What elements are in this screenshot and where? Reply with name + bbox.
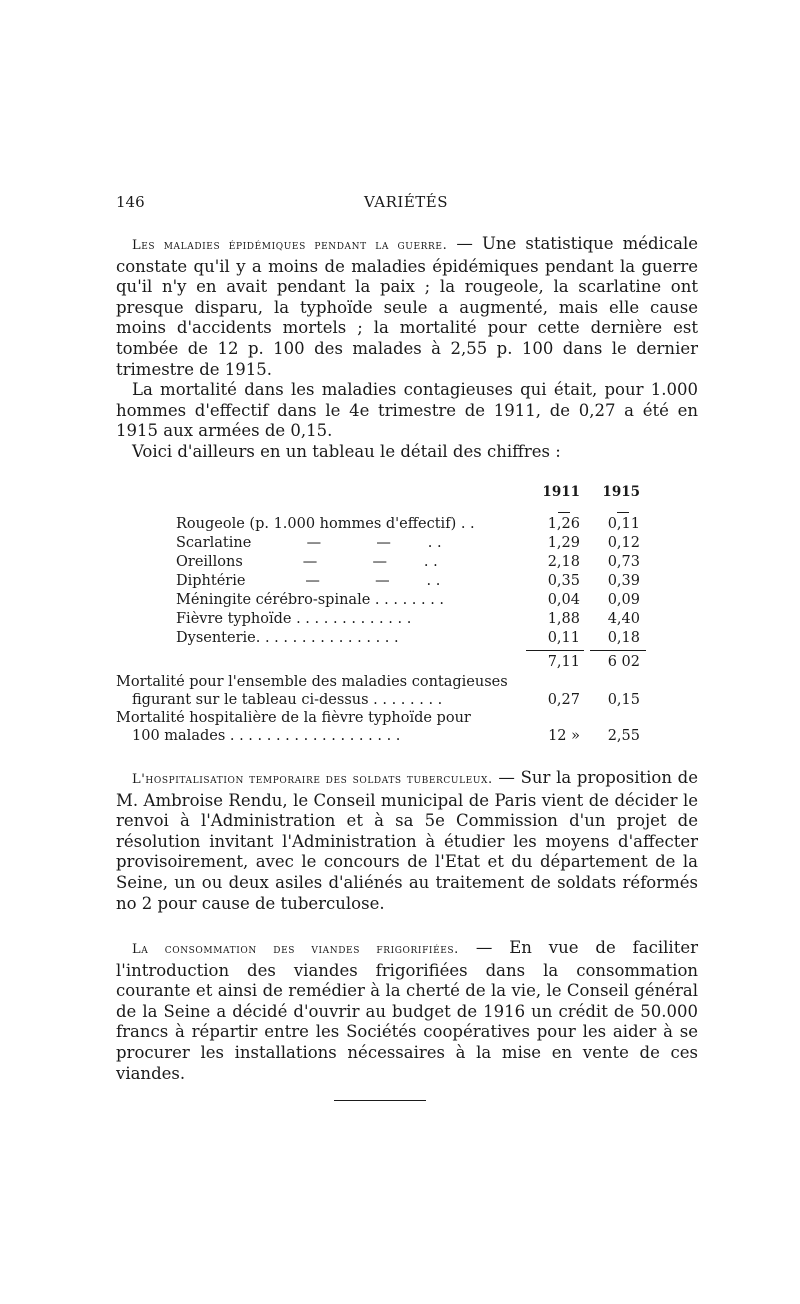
section-epidemic-diseases	[116, 234, 698, 463]
row-value-1915: 0,11	[607, 516, 640, 532]
table-row	[116, 535, 698, 553]
section3-text: — En vue de faciliter l'introduction des viandes frigorifiées dans la consommation courante et ainsi de remédier à la cherté de la vie, le Conseil général de la Seine a décidé d'ouvrir au budget de 1916 un crédit de 50.000 francs à répartir entre les Sociétés coopératives pour les aider à se procurer les installations nécessaires à la mise en vente de ces viandes.	[116, 938, 698, 1083]
section2-title: L'hospitalisation temporaire des soldats tuberculeux.	[132, 772, 493, 787]
row-value-1915: 4,40	[607, 611, 640, 627]
mortality-contagious-1911: 0,27	[547, 692, 580, 708]
table-row	[116, 554, 698, 572]
row-label: Diphtérie — — . .	[176, 573, 441, 589]
section1-title: Les maladies épidémiques pendant la guerre.	[132, 238, 448, 253]
total-row	[116, 654, 698, 672]
mortality-typhoid-row-1	[116, 710, 698, 728]
mortality-contagious-label-1: Mortalité pour l'ensemble des maladies contagieuses	[116, 674, 508, 690]
row-value-1911: 2,18	[547, 554, 580, 570]
column-dash-1911	[558, 512, 570, 513]
row-value-1911: 0,11	[547, 630, 580, 646]
section3-title: La consommation des viandes frigorifiées.	[132, 942, 459, 957]
section2-paragraph	[116, 768, 698, 914]
total-rule-1915	[590, 650, 646, 651]
row-label: Dysenterie. . . . . . . . . . . . . . . .	[176, 630, 399, 646]
section1-para3: Voici d'ailleurs en un tableau le détail des chiffres :	[132, 441, 561, 461]
column-header-1911: 1911	[542, 484, 580, 500]
total-1911: 7,11	[547, 654, 580, 670]
column-header-1915: 1915	[602, 484, 640, 500]
section2-text: — Sur la proposition de M. Ambroise Rendu, le Conseil municipal de Paris vient de décider le renvoi à l'Administration et à sa 5e Commission d'un projet de résolution invitant l'Administration à étudier les moyens d'affecter provisoirement, avec le concours de l'Etat et du département de la Seine, un ou deux asiles d'aliénés au traitement de soldats réformés no 2 pour cause de tuberculose.	[116, 768, 698, 913]
row-value-1911: 1,26	[547, 516, 580, 532]
column-dash-1915	[617, 512, 629, 513]
total-rule-1911	[526, 650, 584, 651]
mortality-typhoid-label-2: 100 malades . . . . . . . . . . . . . . . . . . .	[132, 728, 401, 744]
row-label: Oreillons — — . .	[176, 554, 438, 570]
section-tuberculous-soldiers	[116, 768, 698, 914]
row-label: Scarlatine — — . .	[176, 535, 442, 551]
total-1915: 6 02	[607, 654, 640, 670]
table-row	[116, 611, 698, 629]
row-value-1915: 0,73	[607, 554, 640, 570]
table-header-row	[116, 484, 698, 502]
row-value-1915: 0,18	[607, 630, 640, 646]
section1-para1	[116, 234, 698, 380]
row-value-1911: 1,88	[547, 611, 580, 627]
table-row	[116, 516, 698, 534]
table-row	[116, 573, 698, 591]
mortality-typhoid-row-2	[116, 728, 698, 746]
row-label: Rougeole (p. 1.000 hommes d'effectif) . .	[176, 516, 475, 532]
mortality-contagious-row-1	[116, 674, 698, 692]
section1-para2: La mortalité dans les maladies contagieuses qui était, pour 1.000 hommes d'effectif dans le 4e trimestre de 1911, de 0,27 a été en 1915 aux armées de 0,15.	[116, 380, 698, 441]
row-value-1915: 0,39	[607, 573, 640, 589]
mortality-contagious-label-2: figurant sur le tableau ci-dessus . . . . . . . .	[132, 692, 443, 708]
row-label: Méningite cérébro-spinale . . . . . . . .	[176, 592, 445, 608]
row-value-1915: 0,09	[607, 592, 640, 608]
row-value-1911: 1,29	[547, 535, 580, 551]
mortality-typhoid-1911: 12 »	[548, 728, 580, 744]
row-value-1911: 0,35	[547, 573, 580, 589]
table-row	[116, 630, 698, 648]
section-frozen-meat	[116, 938, 698, 1084]
mortality-contagious-1915: 0,15	[607, 692, 640, 708]
end-rule	[334, 1100, 426, 1101]
row-label: Fièvre typhoïde . . . . . . . . . . . . .	[176, 611, 412, 627]
mortality-typhoid-label-1: Mortalité hospitalière de la fièvre typhoïde pour	[116, 710, 471, 726]
section1-para1-text: — Une statistique médicale constate qu'il y a moins de maladies épidémiques pendant la guerre qu'il n'y en avait pendant la paix ; la rougeole, la scarlatine ont presque disparu, la typhoïde seule a augmenté, mais elle cause moins d'accidents mortels ; la mortalité pour cette dernière est tombée de 12 p. 100 des malades à 2,55 p. 100 dans le dernier trimestre de 1915.	[116, 234, 698, 379]
table-row	[116, 592, 698, 610]
mortality-typhoid-1915: 2,55	[607, 728, 640, 744]
row-value-1911: 0,04	[547, 592, 580, 608]
page-number: 146	[116, 193, 145, 211]
mortality-contagious-row-2	[116, 692, 698, 710]
row-value-1915: 0,12	[607, 535, 640, 551]
running-title: VARIÉTÉS	[363, 193, 449, 211]
section3-paragraph	[116, 938, 698, 1084]
